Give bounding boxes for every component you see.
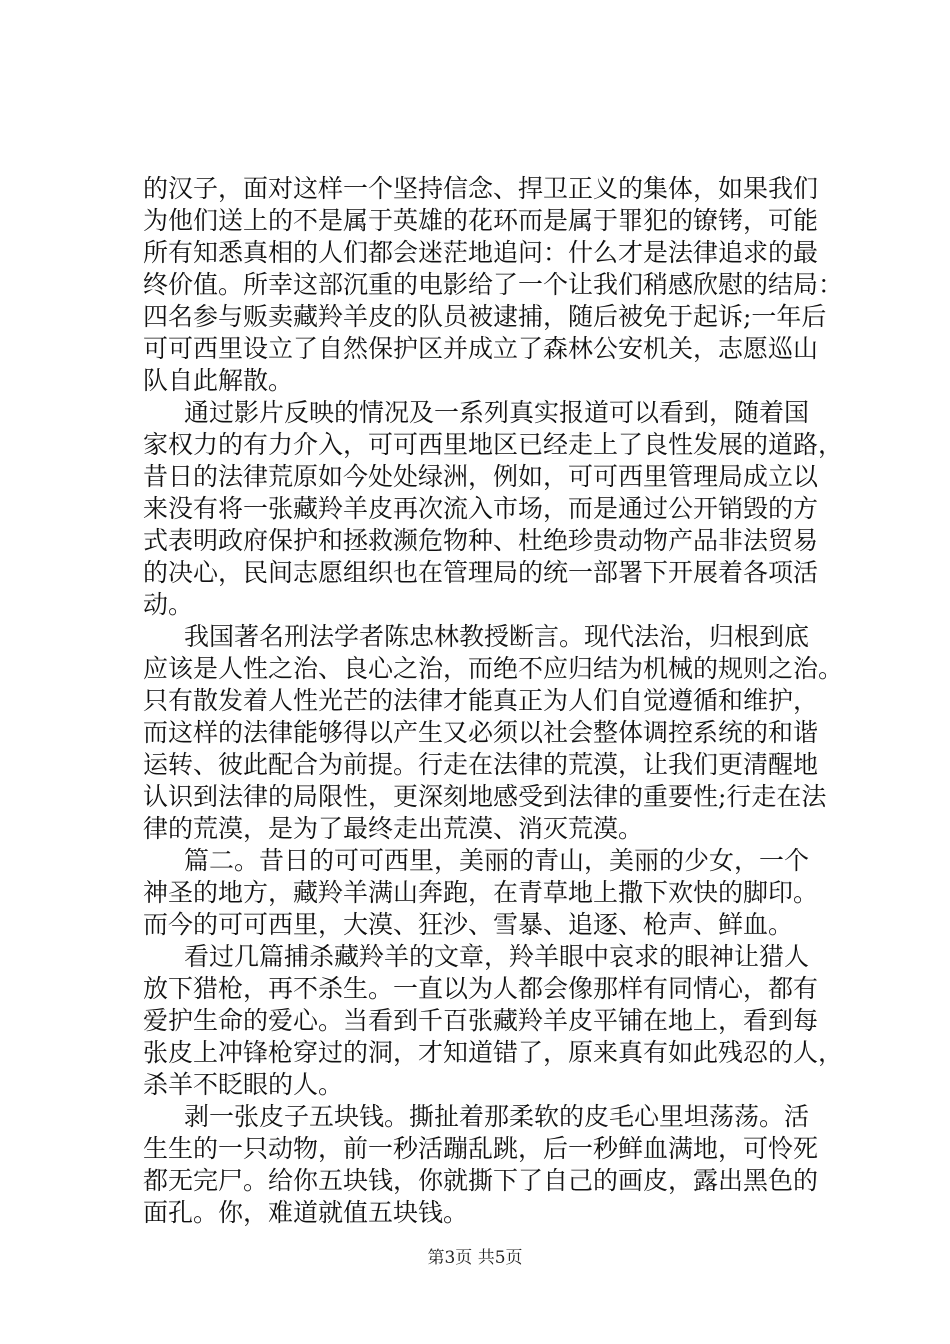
text-line: 可可西里设立了自然保护区并成立了森林公安机关，志愿巡山 [143,334,819,363]
text-line: 爱护生命的爱心。当看到千百张藏羚羊皮平铺在地上，看到每 [143,1006,819,1035]
text-line: 的汉子，面对这样一个坚持信念、捍卫正义的集体，如果我们 [143,174,819,203]
text-line: 张皮上冲锋枪穿过的洞，才知道错了，原来真有如此残忍的人， [143,1038,844,1067]
text-line: 所有知悉真相的人们都会迷茫地追问：什么才是法律追求的最 [143,238,819,267]
text-line: 律的荒漠，是为了最终走出荒漠、消灭荒漠。 [143,814,644,843]
text-line: 的决心，民间志愿组织也在管理局的统一部署下开展着各项活 [143,558,819,587]
text-line: 放下猎枪，再不杀生。一直以为人都会像那样有同情心，都有 [143,974,819,1003]
text-line: 运转、彼此配合为前提。行走在法律的荒漠，让我们更清醒地 [143,750,819,779]
page-footer: 第3页 共5页 [427,1248,523,1268]
text-line: 式表明政府保护和拯救濒危物种、杜绝珍贵动物产品非法贸易 [143,526,819,555]
text-line: 而这样的法律能够得以产生又必须以社会整体调控系统的和谐 [143,718,819,747]
text-line: 看过几篇捕杀藏羚羊的文章，羚羊眼中哀求的眼神让猎人 [184,942,810,971]
text-line: 昔日的法律荒原如今处处绿洲，例如，可可西里管理局成立以 [143,462,819,491]
document-body [143,173,844,1229]
text-line: 家权力的有力介入，可可西里地区已经走上了良性发展的道路， [143,430,844,459]
text-line: 终价值。所幸这部沉重的电影给了一个让我们稍感欣慰的结局： [143,270,844,299]
text-line: 面孔。你，难道就值五块钱。 [143,1198,469,1227]
text-line: 篇二。昔日的可可西里，美丽的青山，美丽的少女，一个 [184,846,810,875]
text-line: 神圣的地方，藏羚羊满山奔跑，在青草地上撒下欢快的脚印。 [143,878,819,907]
text-line: 我国著名刑法学者陈忠林教授断言。现代法治，归根到底 [184,622,810,651]
text-line: 来没有将一张藏羚羊皮再次流入市场，而是通过公开销毁的方 [143,494,819,523]
text-line: 剥一张皮子五块钱。撕扯着那柔软的皮毛心里坦荡荡。活 [184,1102,810,1131]
text-line: 队自此解散。 [143,366,294,395]
text-line: 为他们送上的不是属于英雄的花环而是属于罪犯的镣铐，可能 [143,206,819,235]
text-line: 都无完尸。给你五块钱，你就撕下了自己的画皮，露出黑色的 [143,1166,819,1195]
text-line: 应该是人性之治、良心之治，而绝不应归结为机械的规则之治。 [143,654,844,683]
text-line: 四名参与贩卖藏羚羊皮的队员被逮捕，随后被免于起诉;一年后 [143,302,827,331]
text-line: 只有散发着人性光芒的法律才能真正为人们自觉遵循和维护， [143,686,819,715]
text-line: 杀羊不眨眼的人。 [143,1070,344,1099]
text-line: 而今的可可西里，大漠、狂沙、雪暴、追逐、枪声、鲜血。 [143,910,794,939]
text-line: 生生的一只动物，前一秒活蹦乱跳，后一秒鲜血满地，可怜死 [143,1134,819,1163]
text-line: 动。 [143,590,194,619]
text-line: 认识到法律的局限性，更深刻地感受到法律的重要性;行走在法 [143,782,827,811]
text-line: 通过影片反映的情况及一系列真实报道可以看到，随着国 [184,398,810,427]
